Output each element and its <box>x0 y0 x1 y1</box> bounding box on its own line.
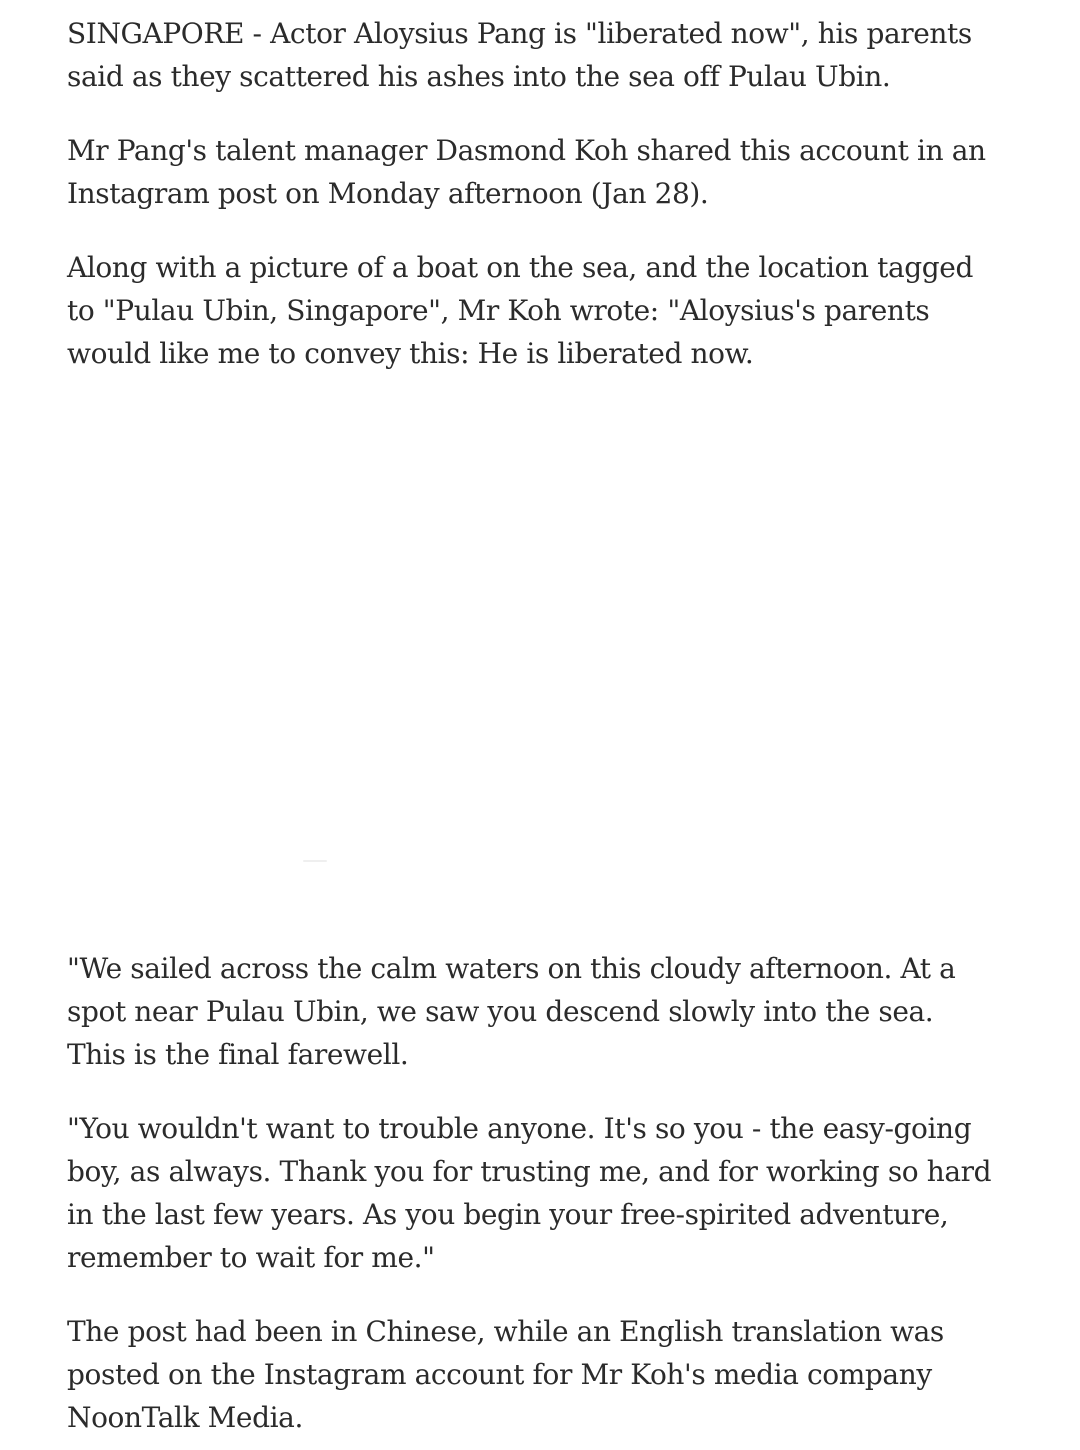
article-paragraph: SINGAPORE - Actor Aloysius Pang is "liberated now", his parents said as they scattered his ashes into the sea off Pulau Ubin. <box>67 17 972 93</box>
article-paragraph: "You wouldn't want to trouble anyone. It's so you - the easy-going boy, as always. Thank you for trusting me, and for working so hard in the last few years. As you begin your free-spirited adventure, remember to wait for me." <box>67 1112 992 1274</box>
instagram-embed-placeholder <box>67 375 997 947</box>
article-body <box>67 12 997 1439</box>
article-paragraph: The post had been in Chinese, while an English translation was posted on the Instagram account for Mr Koh's media company NoonTalk Media. <box>67 1315 944 1434</box>
article-paragraph: Mr Pang's talent manager Dasmond Koh shared this account in an Instagram post on Monday afternoon (Jan 28). <box>67 134 986 210</box>
article-paragraph: Along with a picture of a boat on the sea, and the location tagged to "Pulau Ubin, Singapore", Mr Koh wrote: "Aloysius's parents would like me to convey this: He is liberated now. <box>67 251 973 370</box>
embed-loading-mark <box>303 860 327 862</box>
article-paragraph: "We sailed across the calm waters on this cloudy afternoon. At a spot near Pulau Ubin, we saw you descend slowly into the sea. This is the final farewell. <box>67 952 956 1071</box>
